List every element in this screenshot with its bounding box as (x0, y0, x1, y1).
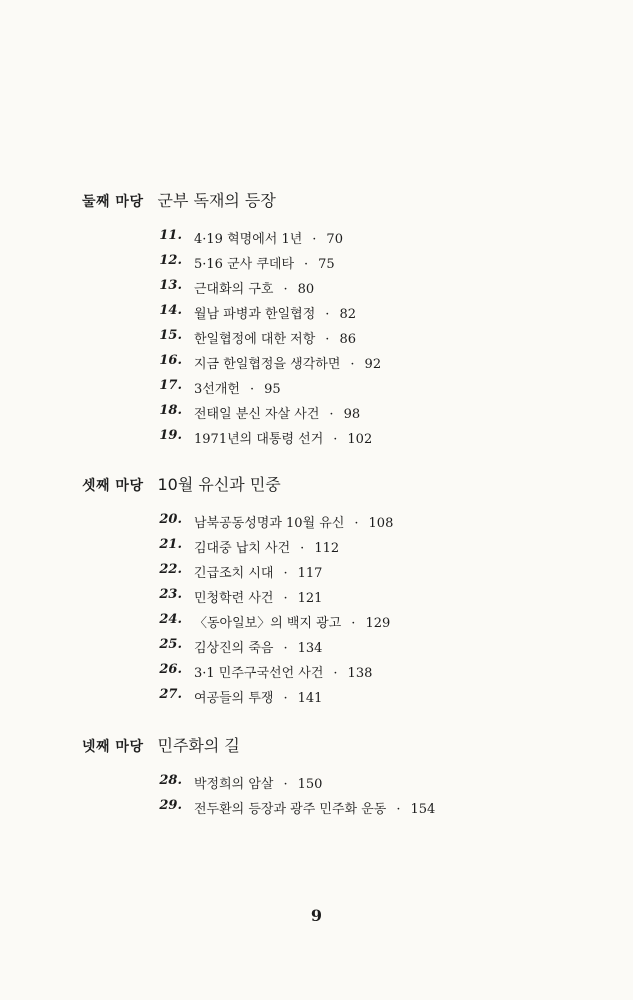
separator-dot: · (283, 282, 288, 297)
part-title: 10월 유신과 민중 (157, 475, 281, 494)
chapter-number: 15. (159, 328, 182, 343)
chapter-number: 14. (159, 303, 182, 318)
chapter-page: 154 (410, 802, 436, 817)
chapter-title: 긴급조치 시대 (194, 566, 274, 581)
chapter-page: 138 (347, 666, 373, 681)
chapter-number: 22. (159, 562, 182, 577)
separator-dot: · (304, 257, 309, 272)
chapter-number: 19. (159, 428, 182, 443)
separator-dot: · (396, 802, 401, 817)
part-title: 민주화의 길 (157, 736, 240, 755)
page-number: 9 (310, 906, 323, 925)
chapter-line (194, 353, 381, 372)
chapter-entry[interactable] (0, 662, 633, 686)
chapter-page: 80 (297, 282, 315, 297)
chapter-title: 여공들의 투쟁 (194, 691, 274, 706)
separator-dot: · (283, 691, 288, 706)
chapter-number: 29. (159, 798, 182, 813)
chapter-page: 95 (264, 382, 281, 397)
separator-dot: · (329, 407, 334, 422)
chapter-number: 25. (159, 637, 182, 652)
separator-dot: · (351, 616, 356, 631)
chapter-line (194, 228, 343, 247)
chapter-entry[interactable] (0, 773, 633, 797)
chapter-number: 23. (159, 587, 182, 602)
part-label: 둘째 마당 (82, 194, 144, 210)
chapter-page: 82 (339, 307, 356, 322)
separator-dot: · (300, 541, 305, 556)
chapter-line (194, 562, 322, 581)
separator-dot: · (354, 516, 359, 531)
chapter-line (194, 637, 322, 656)
chapter-page: 70 (326, 232, 343, 247)
chapter-page: 92 (364, 357, 382, 372)
chapter-title: 민청학련 사건 (194, 591, 274, 606)
chapter-title: 지금 한일협정을 생각하면 (194, 357, 341, 372)
chapter-entry[interactable] (0, 403, 633, 427)
separator-dot: · (333, 432, 338, 447)
chapter-number: 26. (159, 662, 182, 677)
chapter-number: 21. (159, 537, 182, 552)
separator-dot: · (283, 641, 288, 656)
chapter-line (194, 537, 339, 556)
chapter-title: 전태일 분신 자살 사건 (194, 407, 320, 422)
chapter-title: 4·19 혁명에서 1년 (194, 232, 303, 247)
chapter-line (194, 587, 322, 606)
chapter-page: 150 (297, 777, 323, 792)
separator-dot: · (283, 777, 288, 792)
chapter-entry[interactable] (0, 637, 633, 661)
chapter-title: 김상진의 죽음 (194, 641, 274, 656)
chapter-line (194, 403, 360, 422)
chapter-line (194, 612, 390, 631)
part-heading (82, 188, 276, 211)
chapter-number: 16. (159, 353, 182, 368)
chapter-line (194, 662, 372, 681)
chapter-line (194, 798, 435, 817)
chapter-entry[interactable] (0, 378, 633, 402)
chapter-line (194, 428, 372, 447)
separator-dot: · (350, 357, 355, 372)
chapter-title: 〈동아일보〉의 백지 광고 (194, 616, 342, 631)
separator-dot: · (333, 666, 338, 681)
chapter-page: 112 (314, 541, 340, 556)
chapter-number: 28. (159, 773, 182, 788)
separator-dot: · (283, 591, 288, 606)
chapter-page: 121 (297, 591, 323, 606)
chapter-entry[interactable] (0, 353, 633, 377)
chapter-title: 김대중 납치 사건 (194, 541, 291, 556)
chapter-line (194, 378, 281, 397)
chapter-number: 24. (159, 612, 182, 627)
separator-dot: · (325, 332, 330, 347)
separator-dot: · (312, 232, 317, 247)
chapter-line (194, 328, 356, 347)
chapter-entry[interactable] (0, 512, 633, 536)
chapter-entry[interactable] (0, 612, 633, 636)
chapter-number: 12. (159, 253, 182, 268)
chapter-entry[interactable] (0, 278, 633, 302)
chapter-title: 5·16 군사 쿠데타 (194, 257, 295, 272)
chapter-page: 141 (297, 691, 323, 706)
chapter-number: 13. (159, 278, 182, 293)
part-heading (82, 472, 281, 495)
chapter-entry[interactable] (0, 798, 633, 822)
chapter-number: 20. (159, 512, 182, 527)
chapter-page: 75 (318, 257, 335, 272)
part-title: 군부 독재의 등장 (157, 191, 276, 210)
chapter-number: 27. (159, 687, 182, 702)
chapter-number: 17. (159, 378, 182, 393)
chapter-page: 98 (343, 407, 361, 422)
chapter-entry[interactable] (0, 562, 633, 586)
chapter-page: 86 (339, 332, 356, 347)
chapter-number: 11. (159, 228, 182, 243)
chapter-title: 1971년의 대통령 선거 (194, 432, 324, 447)
chapter-line (194, 253, 335, 272)
chapter-page: 129 (365, 616, 391, 631)
chapter-title: 3선개헌 (194, 382, 240, 397)
chapter-page: 134 (297, 641, 323, 656)
chapter-title: 월남 파병과 한일협정 (194, 307, 316, 322)
part-label: 셋째 마당 (82, 478, 144, 494)
chapter-entry[interactable] (0, 253, 633, 277)
chapter-title: 3·1 민주구국선언 사건 (194, 666, 324, 681)
chapter-entry[interactable] (0, 328, 633, 352)
chapter-entry[interactable] (0, 537, 633, 561)
chapter-title: 전두환의 등장과 광주 민주화 운동 (194, 802, 387, 817)
chapter-entry[interactable] (0, 428, 633, 452)
chapter-page: 117 (297, 566, 323, 581)
chapter-title: 박정희의 암살 (194, 777, 274, 792)
chapter-line (194, 773, 322, 792)
chapter-line (194, 512, 393, 531)
chapter-entry[interactable] (0, 687, 633, 711)
separator-dot: · (325, 307, 330, 322)
chapter-page: 108 (368, 516, 394, 531)
part-heading (82, 733, 240, 756)
chapter-page: 102 (347, 432, 373, 447)
chapter-line (194, 687, 322, 706)
separator-dot: · (283, 566, 288, 581)
chapter-title: 남북공동성명과 10월 유신 (194, 516, 345, 531)
part-label: 넷째 마당 (82, 739, 144, 755)
chapter-entry[interactable] (0, 587, 633, 611)
chapter-number: 18. (159, 403, 182, 418)
chapter-entry[interactable] (0, 303, 633, 327)
chapter-entry[interactable] (0, 228, 633, 252)
chapter-line (194, 278, 314, 297)
separator-dot: · (249, 382, 255, 397)
chapter-line (194, 303, 356, 322)
chapter-title: 한일협정에 대한 저항 (194, 332, 316, 347)
chapter-title: 근대화의 구호 (194, 282, 274, 297)
